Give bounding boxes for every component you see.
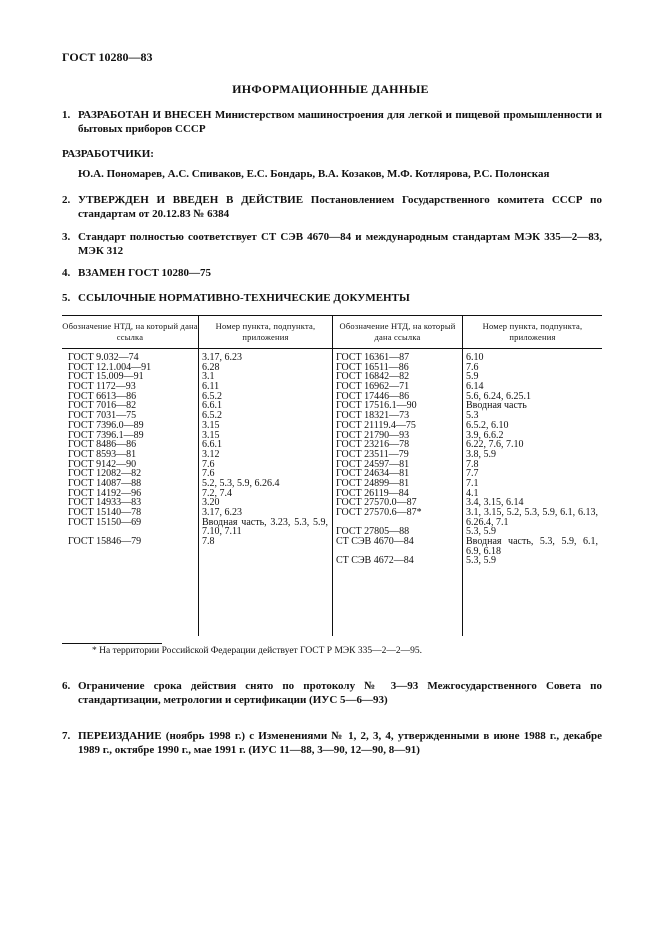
table-cell-ntd: ГОСТ 14192—96	[68, 487, 142, 499]
table-cell-items: 7.1	[466, 477, 479, 489]
item-4	[62, 266, 602, 280]
item-number: 4.	[62, 267, 71, 279]
table-cell-ntd: ГОСТ 8593—81	[68, 448, 137, 460]
table-cell-ntd: ГОСТ 15846—79	[68, 536, 142, 548]
table-cell-ntd: ГОСТ 1172—93	[68, 381, 136, 393]
table-cell-items: 6.6.1	[202, 439, 222, 451]
table-cell-items: 3.17, 6.23	[202, 352, 242, 363]
table-cell-items: Вводная часть, 3.23, 5.3, 5.9, 7.10, 7.11	[202, 516, 328, 538]
column-header: Номер пункта, подпункта, приложения	[215, 321, 316, 342]
table-cell-ntd: ГОСТ 23511—79	[336, 448, 409, 460]
item-text: УТВЕРЖДЕН И ВВЕДЕН В ДЕЙСТВИЕ Постановлением Государственного комитета СССР по стандартам от 20.12.83 № 6384	[78, 194, 602, 220]
document-code: ГОСТ 10280—83	[62, 50, 153, 64]
table-cell-items: 5.2, 5.3, 5.9, 6.26.4	[202, 477, 280, 489]
item-text: ССЫЛОЧНЫЕ НОРМАТИВНО-ТЕХНИЧЕСКИЕ ДОКУМЕНТЫ	[78, 292, 410, 304]
developers-names: Ю.А. Пономарев, А.С. Спиваков, Е.С. Бондарь, В.А. Козаков, М.Ф. Котлярова, Р.С. Полонская	[78, 168, 550, 180]
table-cell-items: 7.2, 7.4	[202, 487, 232, 499]
item-2	[62, 193, 602, 221]
table-cell-ntd: ГОСТ 16962—71	[336, 381, 410, 393]
item-text: РАЗРАБОТАН И ВНЕСЕН Министерством машиностроения для легкой и пищевой промышленности и бытовых приборов СССР	[78, 109, 602, 135]
table-cell-ntd: ГОСТ 9142—90	[68, 458, 137, 470]
table-cell-ntd: ГОСТ 7016—82	[68, 400, 137, 412]
reference-table	[62, 315, 602, 636]
item-number: 5.	[62, 292, 71, 304]
table-cell-items: 4.1	[466, 487, 479, 499]
table-cell-items: 3.9, 6.6.2	[466, 429, 504, 441]
table-cell-items: 6.22, 7.6, 7.10	[466, 439, 524, 451]
table-cell-ntd: ГОСТ 6613—86	[68, 390, 137, 402]
table-cell-ntd: ГОСТ 15.009—91	[68, 371, 144, 383]
item-number: 3.	[62, 231, 71, 243]
table-col-divider	[198, 315, 199, 636]
item-5	[62, 291, 602, 305]
column-header: Обозначение НТД, на который дана ссылка	[62, 321, 198, 342]
table-cell-items: 3.20	[202, 497, 220, 509]
table-cell-items: 6.11	[202, 381, 220, 393]
table-cell-ntd: ГОСТ 16842—82	[336, 371, 410, 383]
table-cell-items: 3.17, 6.23	[202, 507, 242, 518]
footnote: * На территории Российской Федерации действует ГОСТ Р МЭК 335—2—2—95.	[92, 646, 423, 656]
item-text: Ограничение срока действия снято по протоколу № 3—93 Межгосударственного Совета по стандартизации, метрологии и сертификации (ИУС 5—6—93)	[78, 680, 602, 706]
column-header: Номер пункта, подпункта, приложения	[482, 321, 583, 342]
table-cell-ntd: ГОСТ 12082—82	[68, 468, 142, 480]
table-cell-items: 7.6	[466, 361, 479, 373]
table-cell-ntd: ГОСТ 27805—88	[336, 526, 410, 538]
table-cell-items: 3.4, 3.15, 6.14	[466, 497, 524, 509]
table-cell-ntd: ГОСТ 7396.1—89	[68, 429, 144, 441]
table-col-divider	[332, 315, 333, 636]
table-cell-items: 5.9	[466, 371, 479, 383]
table-cell-ntd: ГОСТ 21119.4—75	[336, 419, 416, 431]
table-cell-items: Вводная часть, 5.3, 5.9, 6.1, 6.9, 6.18	[466, 536, 598, 557]
table-cell-ntd: ГОСТ 23216—78	[336, 439, 410, 451]
table-cell-ntd: ГОСТ 12.1.004—91	[68, 361, 152, 373]
table-cell-ntd: ГОСТ 17446—86	[336, 390, 410, 402]
table-cell-items: 3.1	[202, 371, 215, 383]
item-number: 2.	[62, 194, 71, 206]
table-cell-ntd: ГОСТ 14933—83	[68, 497, 142, 509]
table-cell-items: 3.15	[202, 429, 220, 441]
table-cell-items: 3.1, 3.15, 5.2, 5.3, 5.9, 6.1, 6.13, 6.26.4, 7.1	[466, 507, 598, 528]
table-cell-items: 6.5.2	[202, 390, 222, 402]
item-text: Стандарт полностью соответствует СТ СЭВ 4670—84 и международным стандартам МЭК 335—2—83, МЭК 312	[78, 231, 602, 257]
item-3	[62, 230, 602, 258]
column-left-items	[202, 353, 328, 547]
table-cell-items: 7.6	[202, 468, 215, 480]
column-right-items	[466, 353, 598, 566]
column-header: Обозначение НТД, на который дана ссылка	[339, 321, 456, 342]
table-cell-ntd: ГОСТ 7031—75	[68, 410, 137, 422]
column-right-ntd	[336, 353, 460, 566]
item-number: 1.	[62, 109, 71, 121]
table-cell-ntd: ГОСТ 17516.1—90	[336, 400, 417, 412]
table-cell-ntd: ГОСТ 27570.0—87	[336, 497, 417, 509]
table-cell-ntd: ГОСТ 24899—81	[336, 477, 410, 489]
table-cell-items: 7.8	[202, 536, 215, 548]
table-cell-ntd: ГОСТ 7396.0—89	[68, 419, 144, 431]
table-cell-ntd: ГОСТ 15140—78	[68, 507, 142, 518]
table-cell-ntd: ГОСТ 15150—69	[68, 516, 142, 528]
table-cell-items: 6.5.2	[202, 410, 222, 422]
developers-label: РАЗРАБОТЧИКИ:	[62, 148, 154, 160]
table-cell-items: 6.28	[202, 361, 220, 373]
item-7	[62, 729, 602, 757]
table-cell-ntd: ГОСТ 16361—87	[336, 352, 410, 363]
table-cell-items: 7.8	[466, 458, 479, 470]
table-cell-items: Вводная часть	[466, 400, 527, 412]
table-cell-items: 3.12	[202, 448, 220, 460]
table-cell-ntd: ГОСТ 26119—84	[336, 487, 409, 499]
table-cell-ntd: ГОСТ 27570.6—87*	[336, 507, 422, 518]
item-6	[62, 679, 602, 707]
table-cell-items: 6.14	[466, 381, 484, 393]
table-cell-ntd: СТ СЭВ 4672—84	[336, 555, 414, 567]
table-cell-ntd: СТ СЭВ 4670—84	[336, 536, 414, 548]
table-cell-ntd: ГОСТ 24634—81	[336, 468, 410, 480]
table-cell-ntd: ГОСТ 21790—93	[336, 429, 410, 441]
item-number: 7.	[62, 730, 71, 742]
column-left-ntd	[68, 353, 196, 547]
table-cell-items: 5.3	[466, 410, 479, 422]
item-1	[62, 108, 602, 136]
table-cell-items: 6.10	[466, 352, 484, 363]
table-cell-ntd: ГОСТ 24597—81	[336, 458, 410, 470]
item-text: ВЗАМЕН ГОСТ 10280—75	[78, 267, 212, 279]
table-cell-ntd: ГОСТ 16511—86	[336, 361, 409, 373]
table-cell-items: 3.15	[202, 419, 220, 431]
table-col-divider	[462, 315, 463, 636]
table-cell-ntd: ГОСТ 18321—73	[336, 410, 410, 422]
table-cell-items: 6.5.2, 6.10	[466, 419, 509, 431]
table-cell-ntd: ГОСТ 9.032—74	[68, 352, 139, 363]
table-cell-ntd: ГОСТ 14087—88	[68, 477, 142, 489]
table-cell-items: 5.3, 5.9	[466, 555, 496, 567]
table-cell-ntd: ГОСТ 8486—86	[68, 439, 137, 451]
item-number: 6.	[62, 680, 71, 692]
item-text: ПЕРЕИЗДАНИЕ (ноябрь 1998 г.) с Изменениями № 1, 2, 3, 4, утвержденными в июне 1988 г., декабре 1989 г., октябре 1990 г., мае 1991 г. (ИУС 11—88, 3—90, 12—90, 8—91)	[78, 730, 602, 756]
table-cell-items: 5.6, 6.24, 6.25.1	[466, 390, 531, 402]
table-cell-items: 5.3, 5.9	[466, 526, 496, 538]
table-cell-items: 6.6.1	[202, 400, 222, 412]
table-cell-items: 7.6	[202, 458, 215, 470]
page-title: ИНФОРМАЦИОННЫЕ ДАННЫЕ	[232, 82, 429, 96]
table-cell-items: 7.7	[466, 468, 479, 480]
footnote-rule	[62, 643, 162, 644]
table-cell-items: 3.8, 5.9	[466, 448, 496, 460]
